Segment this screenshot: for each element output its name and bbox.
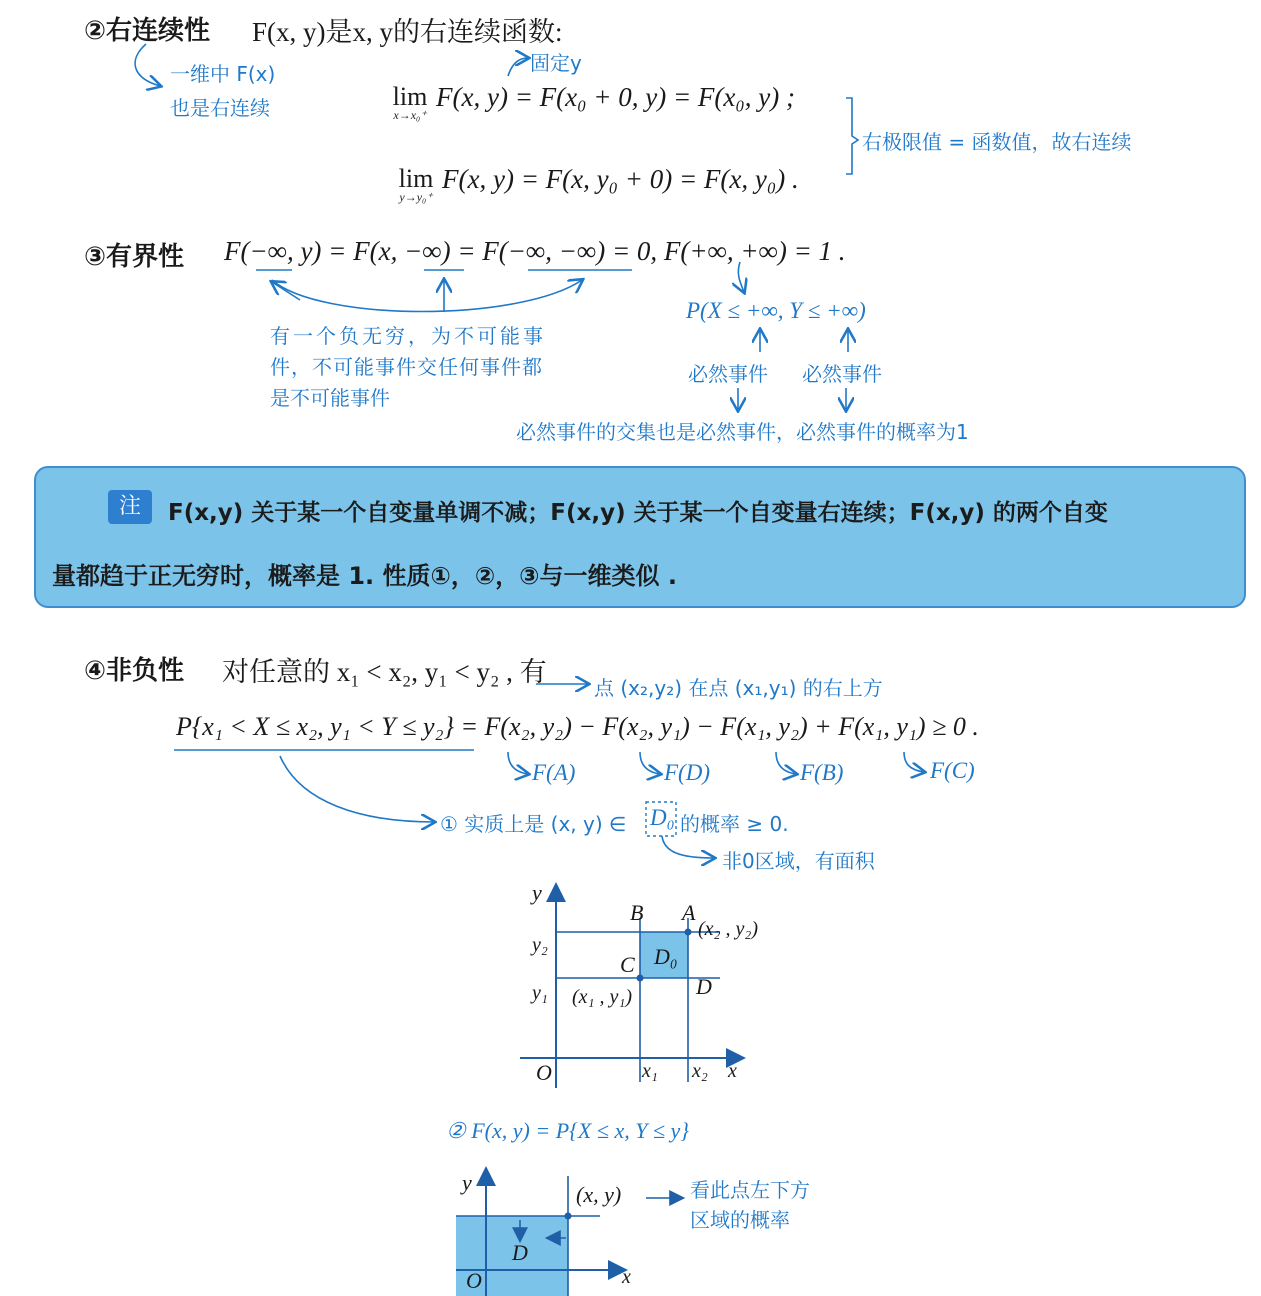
fd-arrow <box>640 752 660 774</box>
annotation-oned-2: 也是右连续 <box>170 96 270 120</box>
section3-formula: F(−∞, y) = F(x, −∞) = F(−∞, −∞) = 0, F(+∞, +∞) = 1 . <box>224 236 846 266</box>
region-d-label: D <box>512 1240 528 1265</box>
label-d0: D₀ <box>654 944 678 969</box>
point-xy-label: (x, y) <box>576 1182 622 1207</box>
diagram1-y-label: y <box>532 880 542 905</box>
annotation-oned-1: 一维中 F(x) <box>170 62 276 86</box>
limit-y-expr: F(x, y) = F(x, y₀ + 0) = F(x, y₀) . <box>442 164 799 194</box>
label-fd: F(D) <box>664 760 710 785</box>
section4-statement: 对任意的 x₁ < x₂, y₁ < y₂ , 有 <box>222 657 547 687</box>
see-note-line2: 区域的概率 <box>690 1208 790 1232</box>
label-y2: y₂ <box>532 934 548 956</box>
certain-event-2: 必然事件 <box>802 362 882 386</box>
label-c: C <box>620 952 635 977</box>
point-note: 点 (x₂,y₂) 在点 (x₁,y₁) 的右上方 <box>594 676 883 700</box>
fix-y-arrow <box>508 58 528 76</box>
nonzero-note: 非0区域，有面积 <box>722 849 875 873</box>
limit-x-word: lim <box>392 82 428 111</box>
label-fc: F(C) <box>930 758 975 783</box>
essence-d0: D₀ <box>650 805 675 830</box>
essence-arrow <box>280 756 434 822</box>
section2-statement: F(x, y)是x, y的右连续函数: <box>252 17 563 47</box>
section3-note-line2: 件，不可能事件交任何事件都 <box>270 355 543 379</box>
d0-dashed-box <box>646 802 676 836</box>
point-a <box>685 929 692 936</box>
point-c <box>637 975 644 982</box>
brace-note: 右极限值 = 函数值，故右连续 <box>862 130 1132 154</box>
label-x2: x₂ <box>692 1060 708 1082</box>
right-brace <box>846 98 858 174</box>
note-line-2: 量都趋于正无穷时，概率是 1. 性质①，②，③与一维类似 . <box>52 562 677 590</box>
note-line-1: F(x,y) 关于某一个自变量单调不减；F(x,y) 关于某一个自变量右连续；F(x,y) 的两个自变 <box>168 500 1108 526</box>
point-xy <box>565 1213 572 1220</box>
label-fb: F(B) <box>800 760 844 785</box>
diagram1-origin: O <box>536 1060 552 1085</box>
limit-x-expr: F(x, y) = F(x₀ + 0, y) = F(x₀, y) ; <box>436 82 796 112</box>
diagram2-x-label: x <box>622 1266 631 1288</box>
prob-expr: P(X ≤ +∞, Y ≤ +∞) <box>686 298 866 323</box>
note-badge: 注 <box>108 490 152 524</box>
definition-note: ② F(x, y) = P{X ≤ x, Y ≤ y} <box>446 1118 690 1143</box>
label-d: D <box>696 974 712 999</box>
essence-prefix: ① 实质上是 (x, y) ∈ <box>440 812 627 836</box>
bracket-curve <box>272 280 582 312</box>
certain-event-1: 必然事件 <box>688 362 768 386</box>
fc-arrow <box>904 752 924 772</box>
label-x2y2: (x₂ , y₂) <box>698 918 758 940</box>
fa-arrow <box>508 752 528 774</box>
label-y1: y₁ <box>532 982 548 1004</box>
essence-suffix: 的概率 ≥ 0. <box>680 812 789 836</box>
see-note-line1: 看此点左下方 <box>690 1178 810 1202</box>
fb-arrow <box>776 752 796 774</box>
label-a: A <box>682 900 696 925</box>
section3-note-line3: 是不可能事件 <box>270 386 390 410</box>
section4-formula: P{x₁ < X ≤ x₂, y₁ < Y ≤ y₂} = F(x₂, y₂) − F(x₂, y₁) − F(x₁, y₂) + F(x₁, y₁) ≥ 0 . <box>176 712 979 741</box>
limit-y-word: lim <box>398 164 434 193</box>
certain-conclusion: 必然事件的交集也是必然事件，必然事件的概率为1 <box>516 420 969 444</box>
diagram1-x-label: x <box>728 1060 737 1082</box>
limit-x-sub: x→x₀⁺ <box>393 108 427 122</box>
label-fa: F(A) <box>532 760 576 785</box>
label-x1: x₁ <box>642 1060 658 1082</box>
oned-curve <box>135 44 160 86</box>
infty-arrow <box>738 262 744 292</box>
annotation-fix-y: 固定y <box>530 51 582 75</box>
diagram2-y-label: y <box>462 1170 472 1195</box>
section3-note-line1: 有一个负无穷，为不可能事 <box>270 324 546 348</box>
label-x1y1: (x₁ , y₁) <box>572 986 632 1008</box>
label-b: B <box>630 900 644 925</box>
limit-y-sub: y→y₀⁺ <box>399 190 433 204</box>
nonzero-arrow <box>662 836 714 858</box>
diagram2-origin: O <box>466 1268 482 1293</box>
bracket-left-arrow <box>272 282 300 300</box>
section3-heading: ③有界性 <box>84 242 185 272</box>
section4-heading: ④非负性 <box>84 656 185 686</box>
section2-heading: ②右连续性 <box>84 16 211 46</box>
